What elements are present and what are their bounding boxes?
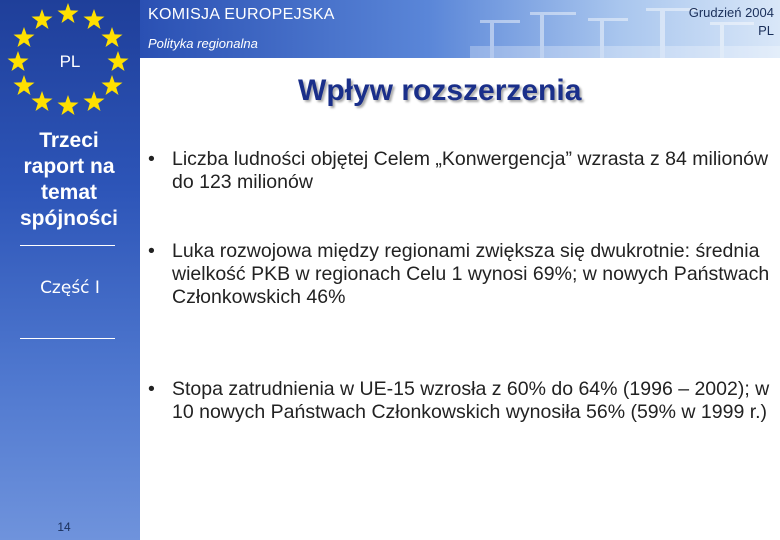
bullet-text: Stopa zatrudnienia w UE-15 wzrosła z 60% do 64% (1996 – 2002); w 10 nowych Państwach Członkowskich wynosiła 56% (59% w 1999 r.) (172, 378, 770, 423)
language-label: PL (758, 23, 774, 38)
organization-name: KOMISJA EUROPEJSKA (148, 6, 335, 23)
country-code: PL (59, 52, 81, 71)
bullet-icon: • (148, 378, 155, 400)
report-title (4, 128, 134, 232)
report-title-line: temat (40, 181, 98, 204)
department-name: Polityka regionalna (148, 36, 258, 51)
part-label: Część I (40, 278, 100, 298)
bullet-text: Luka rozwojowa między regionami zwiększa się dwukrotnie: średnia wielkość PKB w regionach Celu 1 wynosi 69%; w nowych Państwach Członkowskich 46% (172, 240, 770, 308)
divider (20, 245, 115, 246)
page-number: 14 (57, 520, 71, 534)
report-title-line: Trzeci (39, 129, 99, 152)
date-block (689, 4, 774, 40)
bullet-icon: • (148, 148, 155, 170)
report-title-line: spójności (19, 207, 119, 230)
date-label: Grudzień 2004 (688, 5, 774, 20)
bullet-text: Liczba ludności objętej Celem „Konwergencja” wzrasta z 84 milionów do 123 milionów (172, 148, 769, 193)
divider (20, 338, 115, 339)
slide-title: Wpływ rozszerzenia (298, 74, 582, 107)
bullet-item (148, 148, 772, 194)
bullet-item (148, 378, 772, 424)
bullet-item (148, 240, 772, 309)
bullet-icon: • (148, 240, 155, 262)
report-title-line: raport na (23, 155, 115, 178)
